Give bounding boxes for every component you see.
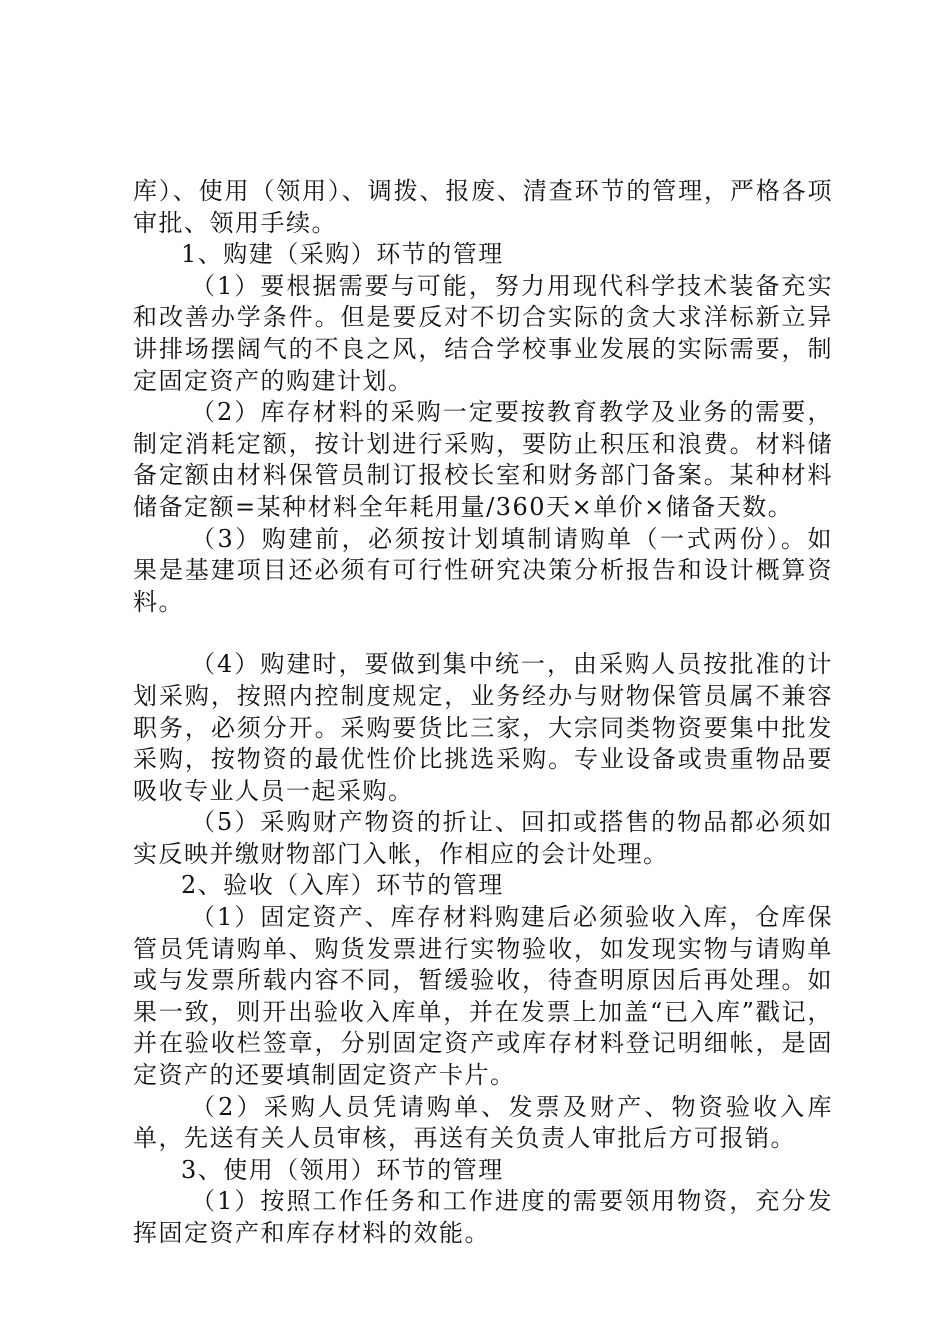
paragraph-2-2: （2）采购人员凭请购单、发票及财产、物资验收入库单，先送有关人员审核，再送有关负责人审批后方可报销。 [133,1092,833,1153]
section-heading-2: 2、验收（入库）环节的管理 [181,871,504,900]
paragraph-1-2: （2）库存材料的采购一定要按教育教学及业务的需要，制定消耗定额，按计划进行采购，要防止积压和浪费。材料储备定额由材料保管员制订报校长室和财务部门备案。某种材料储备定额=某种材料全年耗用量/360天×单价×储备天数。 [133,398,833,521]
section-heading-3: 3、使用（领用）环节的管理 [181,1155,504,1184]
section-heading-1: 1、购建（采购）环节的管理 [181,240,504,269]
paragraph-1-5: （5）采购财产物资的折让、回扣或搭售的物品都必须如实反映并缴财物部门入帐，作相应的会计处理。 [133,808,833,868]
paragraph-1-3: （3）购建前，必须按计划填制请购单（一式两份）。如果是基建项目还必须有可行性研究决策分析报告和设计概算资料。 [133,524,833,616]
paragraph-1-4: （4）购建时，要做到集中统一，由采购人员按批准的计划采购，按照内控制度规定，业务经办与财物保管员属不兼容职务，必须分开。采购要货比三家，大宗同类物资要集中批发采购，按物资的最优性价比挑选采购。专业设备或贵重物品要吸收专业人员一起采购。 [133,650,833,805]
paragraph-2-1: （1）固定资产、库存材料购建后必须验收入库，仓库保管员凭请购单、购货发票进行实物验收，如发现实物与请购单或与发票所载内容不同，暂缓验收，待查明原因后再处理。如果一致，则开出验收入库单，并在发票上加盖“已入库”戳记，并在验收栏签章，分别固定资产或库存材料登记明细帐，是固定资产的还要填制固定资产卡片。 [133,903,833,1090]
document-body [133,176,833,1250]
paragraph-continuation: 库）、使用（领用）、调拨、报废、清查环节的管理，严格各项审批、领用手续。 [133,177,833,237]
paragraph-3-1: （1）按照工作任务和工作进度的需要领用物资，充分发挥固定资产和库存材料的效能。 [133,1187,833,1247]
paragraph-1-1: （1）要根据需要与可能，努力用现代科学技术装备充实和改善办学条件。但是要反对不切合实际的贪大求洋标新立异讲排场摆阔气的不良之风，结合学校事业发展的实际需要，制定固定资产的购建计划。 [133,271,833,395]
